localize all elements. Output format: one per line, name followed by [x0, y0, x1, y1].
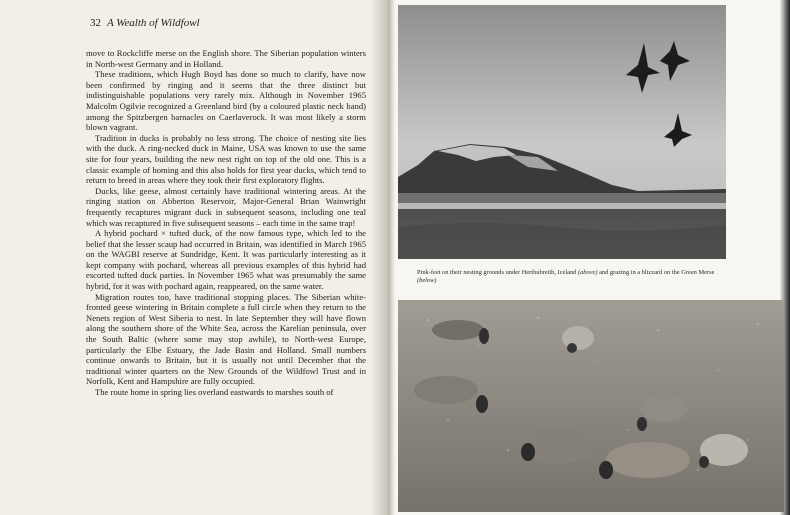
photo-geese-grazing	[398, 300, 784, 512]
paragraph: Ducks, like geese, almost certainly have traditional wintering areas. At the ringing station on Abberton Reservoir, Major-General Brian Wainwright frequently recaptures migrant duck in subsequent seasons, including one teal which was recaptured in five subsequent seasons – each time in the same trap!	[86, 185, 366, 228]
paragraph: move to Rockcliffe merse on the English shore. The Siberian population winters in North-west Germany and in Holland.	[86, 48, 366, 69]
photo-caption	[417, 269, 717, 285]
paragraph: Tradition in ducks is probably no less strong. The choice of nesting site lies with the duck. A ring-necked duck in Maine, USA was known to use the same site for four years, building the new nest right on top of the old one. This is a classic example of homing and this also holds for first year ducks, which tend to return to breed in areas where they took their first exploratory flights.	[86, 132, 366, 186]
caption-below-marker: (below)	[417, 277, 437, 285]
photo-geese-flying-over-mountain	[398, 5, 726, 259]
page-header	[90, 17, 200, 29]
left-page	[0, 0, 388, 515]
caption-text: and grazing in a blizzard on the Green Merse	[597, 269, 715, 276]
paragraph: Migration routes too, have traditional stopping places. The Siberian white-fronted geese wintering in Britain complete a full circle when they return to the Nenets region of West Siberia to nest. In late September they will have flown along the southern shore of the White Sea, across the Karelian peninsula, over the South Baltic (where some may stop awhile), to North-west Europe, particularly the Elbe Estuary, the Jade Basin and Holland. Small numbers continue onwards to Britain, but it is usually not until December that the traditional winter quarters on the New Grounds of the Wildfowl Trust and in Norfolk, Kent and Hampshire are fully occupied.	[86, 291, 366, 387]
caption-above-marker: (above)	[577, 269, 598, 276]
photo-geese-grazing-image	[398, 300, 784, 512]
paragraph: These traditions, which Hugh Boyd has done so much to clarify, have now been confirmed by ringing and it seems that the three distinct but indistinguishable populations very rarely mix. Although in November 1965 Malcolm Ogilvie recognized a Greenland bird (by a coloured plastic neck band) among the Spitzbergen barnacles on Caerlaverock. It was most likely a storm blown vagrant.	[86, 69, 366, 133]
page-number: 32	[90, 17, 101, 29]
caption-text: Pink-feet on their nesting grounds under Herthubreith, Iceland	[417, 269, 578, 276]
running-head: A Wealth of Wildfowl	[107, 17, 200, 29]
body-text	[86, 48, 366, 398]
photo-geese-flying-over-mountain-image	[398, 5, 726, 259]
paragraph: The route home in spring lies overland eastwards to marshes south of	[95, 387, 334, 397]
paragraph: A hybrid pochard × tufted duck, of the now famous type, which led to the belief that the lesser scaup had occurred in Britain, was identified in March 1965 on the WAGBI reserve at Sundridge, Kent. It was particularly interesting as it kept company with pochard, whereas all previous examples of this hybrid had escorted tufted duck parties. In November 1965 what was presumably the same hybrid, for it was with pochard again, reappeared, on the same water.	[86, 228, 366, 292]
